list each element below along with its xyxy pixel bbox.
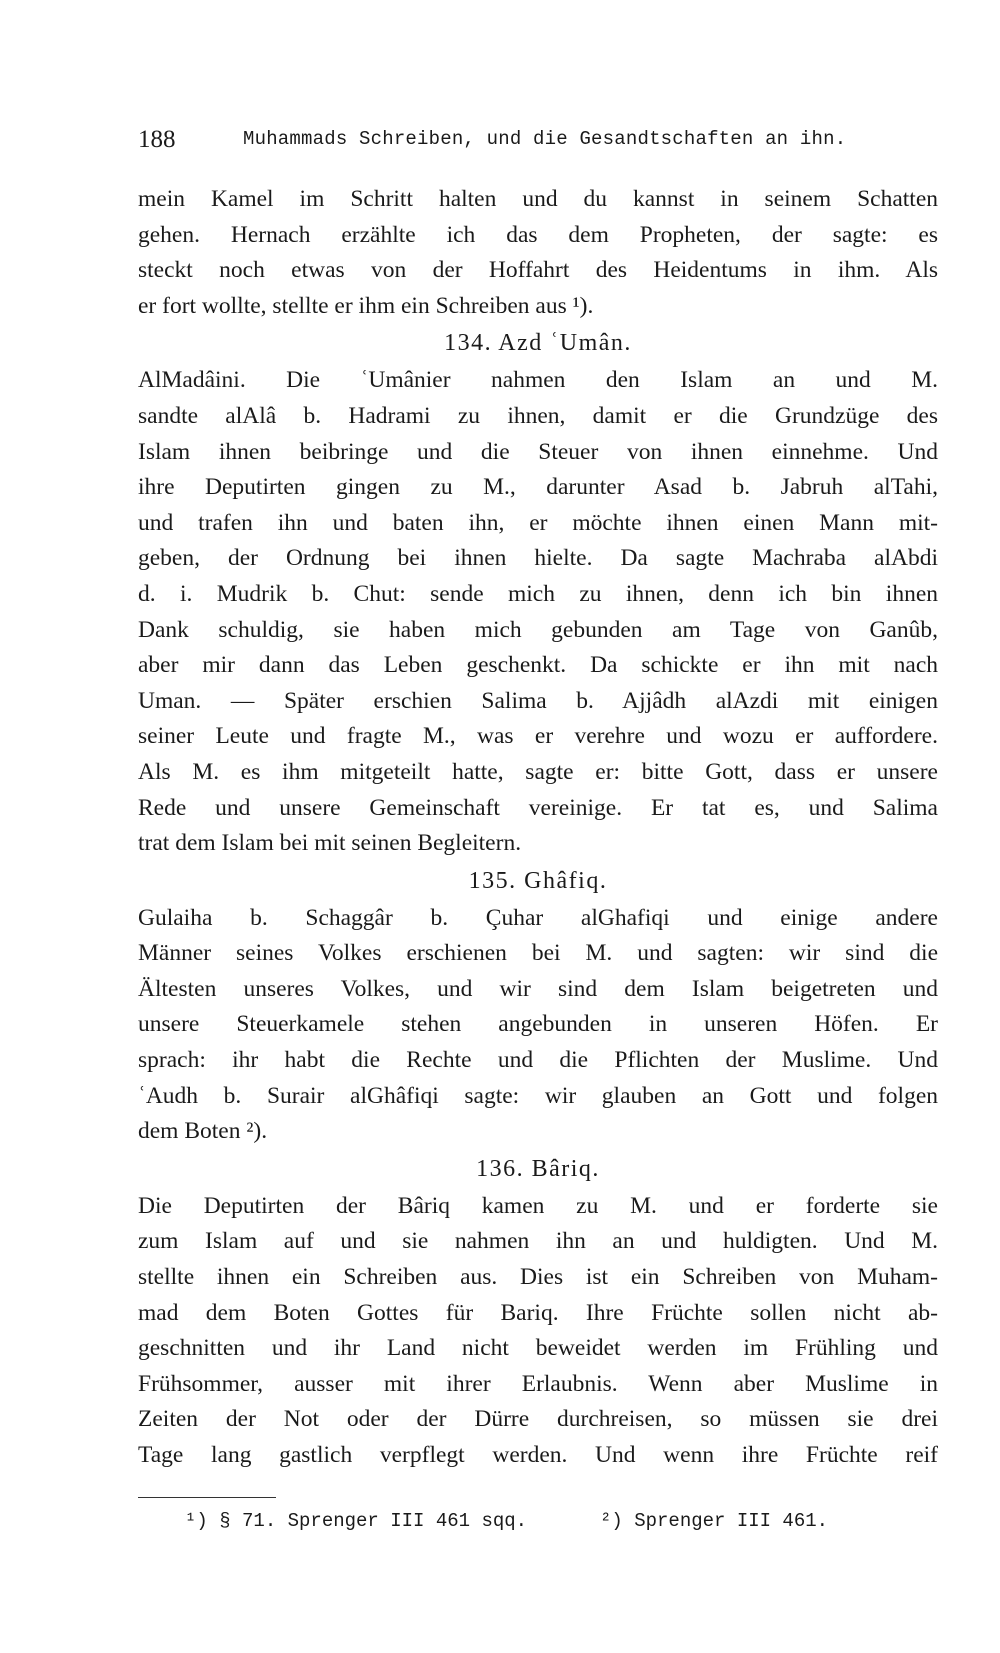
text-line: stellte ihnen ein Schreiben aus. Dies ist ein Schreiben von Muham- [138, 1264, 938, 1291]
text-line: unsere Steuerkamele stehen angebunden in unseren Höfen. Er [138, 1011, 938, 1038]
text-line: und trafen ihn und baten ihn, er möchte ihnen einen Mann mit- [138, 509, 938, 536]
text-line: mad dem Boten Gottes für Bariq. Ihre Früchte sollen nicht ab- [138, 1299, 938, 1326]
text-line: steckt noch etwas von der Hoffahrt des Heidentums in ihm. Als [138, 257, 938, 284]
text-line: dem Boten ²). [138, 1118, 268, 1145]
text-line: er fort wollte, stellte er ihm ein Schreiben aus ¹). [138, 292, 594, 319]
page-header [138, 126, 898, 156]
text-line: Uman. — Später erschien Salima b. Ajjâdh alAzdi mit einigen [138, 687, 938, 714]
text-line: Die Deputirten der Bâriq kamen zu M. und er forderte sie [138, 1192, 938, 1219]
text-line: seiner Leute und fragte M., was er verehre und wozu er auffordere. [138, 723, 938, 750]
text-line: geschnitten und ihr Land nicht beweidet werden im Frühling und [138, 1335, 938, 1362]
text-line: Männer seines Volkes erschienen bei M. und sagten: wir sind die [138, 940, 938, 967]
section-heading: 134. Azd ʿUmân. [444, 330, 632, 357]
text-line: sandte alAlâ b. Hadrami zu ihnen, damit er die Grundzüge des [138, 402, 938, 429]
text-line: Als M. es ihm mitgeteilt hatte, sagte er: bitte Gott, dass er unsere [138, 758, 938, 785]
text-line: Gulaiha b. Schaggâr b. Çuhar alGhafiqi und einige andere [138, 904, 938, 931]
footnote-rule [138, 1497, 276, 1498]
body-text [138, 182, 938, 1474]
text-line: geben, der Ordnung bei ihnen hielte. Da sagte Machraba alAbdi [138, 545, 938, 572]
text-line: Zeiten der Not oder der Dürre durchreisen, so müssen sie drei [138, 1406, 938, 1433]
section-heading: 136. Bâriq. [476, 1155, 600, 1182]
text-line: zum Islam auf und sie nahmen ihn an und huldigten. Und M. [138, 1228, 938, 1255]
text-line: Rede und unsere Gemeinschaft vereinige. Er tat es, und Salima [138, 794, 938, 821]
text-line: aber mir dann das Leben geschenkt. Da schickte er ihn mit nach [138, 652, 938, 679]
text-line: Frühsommer, ausser mit ihrer Erlaubnis. Wenn aber Muslime in [138, 1370, 938, 1397]
page-number: 188 [138, 126, 176, 153]
footnote-2: ²) Sprenger III 461. [600, 1510, 829, 1532]
text-line: gehen. Hernach erzählte ich das dem Propheten, der sagte: es [138, 221, 938, 248]
text-line: ihre Deputirten gingen zu M., darunter Asad b. Jabruh alTahi, [138, 474, 938, 501]
text-line: mein Kamel im Schritt halten und du kannst in seinem Schatten [138, 186, 938, 212]
text-line: Islam ihnen beibringe und die Steuer von ihnen einnehme. Und [138, 438, 938, 465]
text-line: ʿAudh b. Surair alGhâfiqi sagte: wir glauben an Gott und folgen [138, 1082, 938, 1109]
text-line: Dank schuldig, sie haben mich gebunden am Tage von Ganûb, [138, 616, 938, 643]
text-line: Tage lang gastlich verpflegt werden. Und wenn ihre Früchte reif [138, 1442, 938, 1468]
text-line: sprach: ihr habt die Rechte und die Pflichten der Muslime. Und [138, 1047, 938, 1074]
text-line: AlMadâini. Die ʿUmânier nahmen den Islam an und M. [138, 367, 938, 394]
running-head: Muhammads Schreiben, und die Gesandtschaften an ihn. [243, 128, 847, 150]
footnotes [0, 1510, 1000, 1540]
section-heading: 135. Ghâfiq. [468, 867, 608, 894]
text-line: d. i. Mudrik b. Chut: sende mich zu ihnen, denn ich bin ihnen [138, 580, 938, 607]
footnote-1: ¹) § 71. Sprenger III 461 sqq. [185, 1510, 528, 1532]
text-line: trat dem Islam bei mit seinen Begleitern. [138, 830, 522, 857]
text-line: Ältesten unseres Volkes, und wir sind dem Islam beigetreten und [138, 975, 938, 1002]
